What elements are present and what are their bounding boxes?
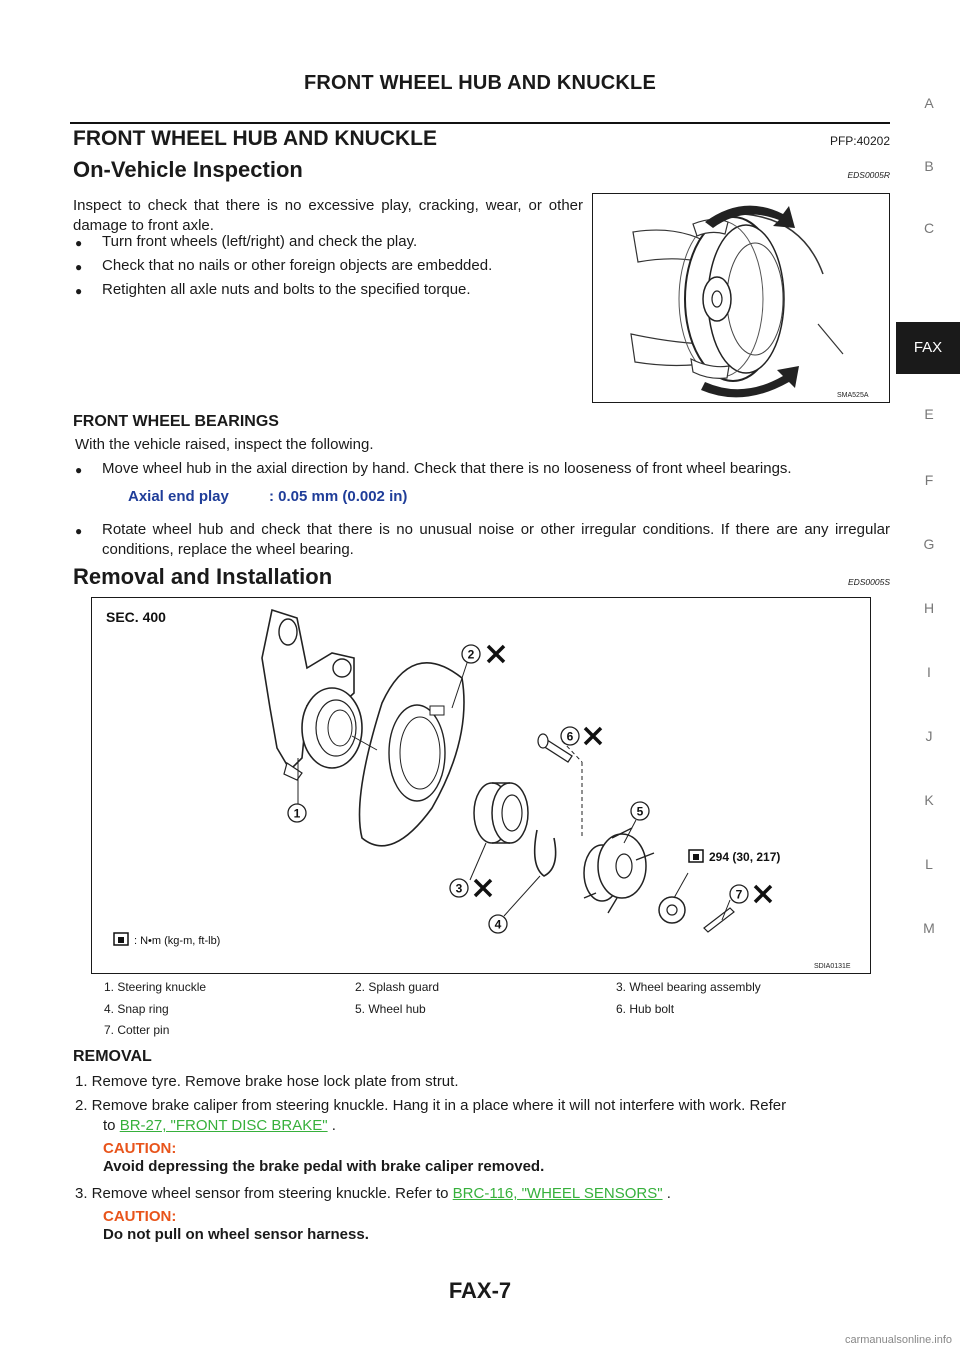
side-tab-l[interactable]: L [925, 856, 933, 872]
callout-1 [288, 804, 306, 822]
axial-end-play-value: : 0.05 mm (0.002 in) [269, 488, 408, 505]
callout-1-number: 1 [293, 806, 301, 821]
watermark: carmanualsonline.info [844, 1334, 952, 1346]
do-not-reuse-icon [488, 646, 504, 662]
bullet-dot: ● [75, 463, 83, 477]
side-tab-m[interactable]: M [923, 920, 935, 936]
exploded-view-figure [91, 597, 871, 974]
side-tab-b[interactable]: B [924, 158, 934, 174]
caution-label-2: CAUTION: [103, 1208, 177, 1225]
bullet-dot: ● [75, 284, 83, 298]
step-3-suffix: . [662, 1185, 671, 1202]
refer-suffix: . [327, 1117, 336, 1134]
callout-4 [489, 915, 507, 933]
bearings-intro: With the vehicle raised, inspect the following. [75, 436, 374, 453]
side-tab-c[interactable]: C [923, 220, 935, 236]
figure-code-text: SDIA0131E [814, 963, 851, 970]
legend-item-2: 2. Splash guard [355, 980, 440, 994]
callout-2 [462, 645, 504, 663]
legend-item-4: 4. Snap ring [104, 1002, 169, 1016]
removal-step-2-ref [103, 1116, 336, 1136]
wheel-play-figure [592, 193, 890, 403]
callout-7-number: 7 [735, 887, 743, 902]
removal-step-1: 1. Remove tyre. Remove brake hose lock plate from strut. [75, 1073, 459, 1090]
bearings-bullet-2: Rotate wheel hub and check that there is no unusual noise or other irregular conditions. If there are any irregular conditions, replace the wheel bearing. [102, 521, 890, 558]
inspection-title: On-Vehicle Inspection [73, 157, 303, 182]
do-not-reuse-icon [755, 886, 771, 902]
side-tab-i[interactable]: I [927, 664, 931, 680]
callout-6-number: 6 [566, 729, 574, 744]
side-tab-a[interactable]: A [924, 95, 934, 111]
section-title: FRONT WHEEL HUB AND KNUCKLE [73, 127, 437, 150]
sec-label: SEC. 400 [106, 609, 166, 625]
legend-item-7: 7. Cotter pin [104, 1023, 170, 1037]
callout-6 [561, 727, 601, 745]
legend-item-5: 5. Wheel hub [355, 1002, 426, 1016]
side-tab-fax-active[interactable]: FAX [896, 322, 960, 374]
callout-5-number: 5 [636, 804, 644, 819]
torque-value: 294 (30, 217) [709, 850, 781, 864]
bullet-dot: ● [75, 236, 83, 250]
inspection-code: EDS0005R [847, 170, 890, 180]
step-3-text: 3. Remove wheel sensor from steering knuckle. Refer to [75, 1185, 453, 1202]
side-tab-k[interactable]: K [924, 792, 934, 808]
inspection-intro: Inspect to check that there is no excessive play, cracking, wear, or other damage to front axle. [73, 197, 583, 234]
do-not-reuse-icon [475, 880, 491, 896]
callout-7 [730, 885, 771, 903]
removal-installation-title: Removal and Installation [73, 564, 333, 589]
units-legend [114, 933, 220, 947]
legend-item-6: 6. Hub bolt [616, 1002, 675, 1016]
bearings-title: FRONT WHEEL BEARINGS [73, 413, 279, 430]
bearings-bullet-1: Move wheel hub in the axial direction by hand. Check that there is no looseness of front wheel bearings. [102, 460, 792, 477]
removal-installation-code: EDS0005S [847, 577, 890, 587]
exploded-view-illustration [92, 598, 870, 973]
page-header-title: FRONT WHEEL HUB AND KNUCKLE [303, 72, 657, 94]
callout-3 [450, 879, 491, 897]
side-tab-f[interactable]: F [924, 472, 934, 488]
callout-3-number: 3 [455, 881, 463, 896]
inspection-bullet-2: Check that no nails or other foreign objects are embedded. [102, 257, 493, 274]
pfp-code: PFP:40202 [829, 134, 890, 148]
header-divider [70, 122, 890, 124]
callout-4-number: 4 [494, 917, 502, 932]
caution-text-2: Do not pull on wheel sensor harness. [103, 1226, 369, 1243]
side-tab-g[interactable]: G [923, 536, 935, 552]
refer-prefix: to [103, 1117, 120, 1134]
wheel-illustration [593, 194, 889, 402]
caution-label-1: CAUTION: [103, 1140, 177, 1157]
caution-text-1: Avoid depressing the brake pedal with brake caliper removed. [103, 1158, 545, 1175]
figure-code-text: SMA525A [837, 392, 869, 399]
side-tab-e[interactable]: E [924, 406, 934, 422]
inspection-bullet-3: Retighten all axle nuts and bolts to the specified torque. [102, 281, 471, 298]
link-front-disc-brake[interactable]: BR-27, "FRONT DISC BRAKE" [119, 1117, 328, 1134]
removal-title: REMOVAL [73, 1048, 152, 1065]
side-tab-h[interactable]: H [923, 600, 935, 616]
inspection-bullet-1: Turn front wheels (left/right) and check the play. [102, 233, 418, 250]
bullet-dot: ● [75, 260, 83, 274]
page-number: FAX-7 [448, 1278, 512, 1303]
callout-2-number: 2 [467, 647, 475, 662]
do-not-reuse-icon [585, 728, 601, 744]
legend-item-3: 3. Wheel bearing assembly [616, 980, 761, 994]
removal-step-3 [75, 1184, 671, 1204]
callout-5 [631, 802, 649, 820]
side-tab-j[interactable]: J [925, 728, 933, 744]
bullet-dot: ● [75, 524, 83, 538]
link-wheel-sensors[interactable]: BRC-116, "WHEEL SENSORS" [452, 1185, 663, 1202]
units-text: : N•m (kg-m, ft-lb) [134, 935, 221, 947]
legend-item-1: 1. Steering knuckle [104, 980, 207, 994]
removal-step-2: 2. Remove brake caliper from steering knuckle. Hang it in a place where it will not interfere with work. Refer [75, 1097, 787, 1114]
torque-spec [689, 850, 780, 864]
axial-end-play-label: Axial end play [128, 488, 229, 505]
